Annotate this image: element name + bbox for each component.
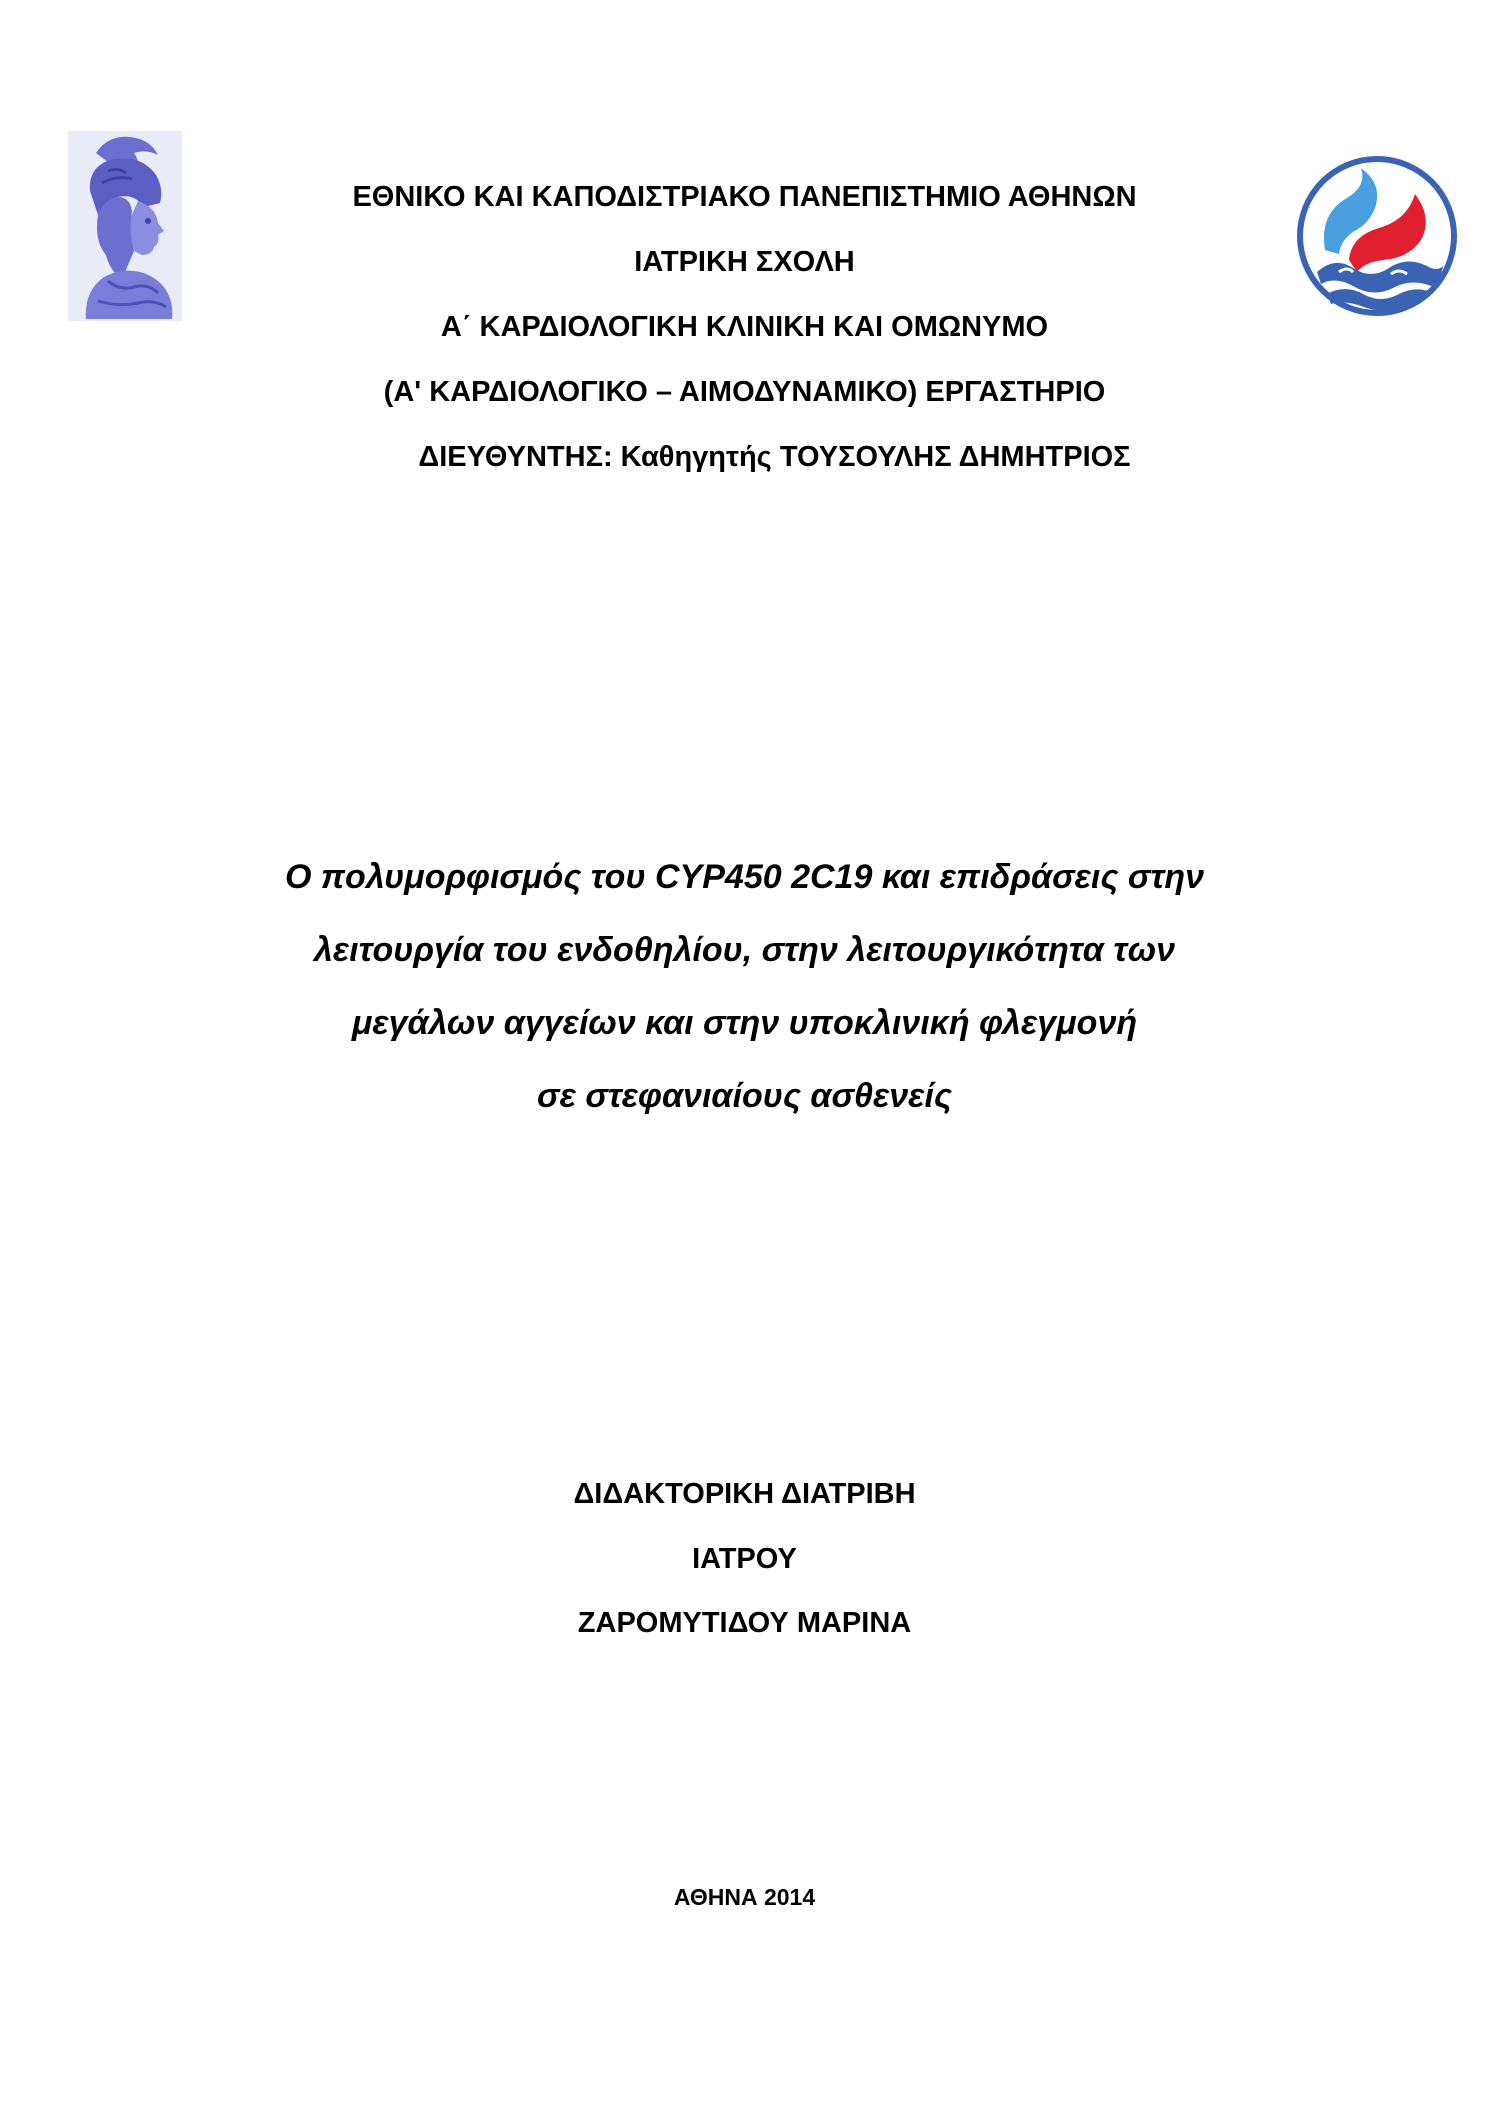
cardiology-flame-logo-icon [1295, 154, 1460, 319]
lab-name: (Α' ΚΑΡΔΙΟΛΟΓΙΚΟ – ΑΙΜΟΔΥΝΑΜΙΚΟ) ΕΡΓΑΣΤΗΡΙΟ [383, 376, 1106, 408]
thesis-title-line-1: Ο πολυμορφισμός του CYP450 2C19 και επιδράσεις στην [284, 858, 1205, 896]
thesis-title-line-2: λειτουργία του ενδοθηλίου, στην λειτουργικότητα των [313, 931, 1175, 969]
school-name: ΙΑΤΡΙΚΗ ΣΧΟΛΗ [634, 246, 855, 278]
athena-logo-icon [68, 131, 182, 321]
clinic-name: Α΄ ΚΑΡΔΙΟΛΟΓΙΚΗ ΚΛΙΝΙΚΗ ΚΑΙ ΟΜΩΝΥΜΟ [440, 311, 1049, 343]
thesis-type: ΔΙΔΑΚΤΟΡΙΚΗ ΔΙΑΤΡΙΒΗ [573, 1478, 916, 1510]
university-name: ΕΘΝΙΚΟ ΚΑΙ ΚΑΠΟΔΙΣΤΡΙΑΚΟ ΠΑΝΕΠΙΣΤΗΜΙΟ ΑΘΗΝΩΝ [352, 181, 1137, 213]
author-role: ΙΑΤΡΟΥ [692, 1543, 797, 1575]
place-date: ΑΘΗΝΑ 2014 [673, 1884, 816, 1910]
director-line: ΔΙΕΥΘΥΝΤΗΣ: Καθηγητής ΤΟΥΣΟΥΛΗΣ ΔΗΜΗΤΡΙΟΣ [418, 441, 1131, 473]
author-name: ΖΑΡΟΜΥΤΙΔΟΥ ΜΑΡΙΝΑ [577, 1607, 912, 1639]
thesis-title-line-4: σε στεφανιαίους ασθενείς [537, 1077, 952, 1115]
thesis-title-line-3: μεγάλων αγγείων και στην υποκλινική φλεγμονή [351, 1004, 1138, 1042]
